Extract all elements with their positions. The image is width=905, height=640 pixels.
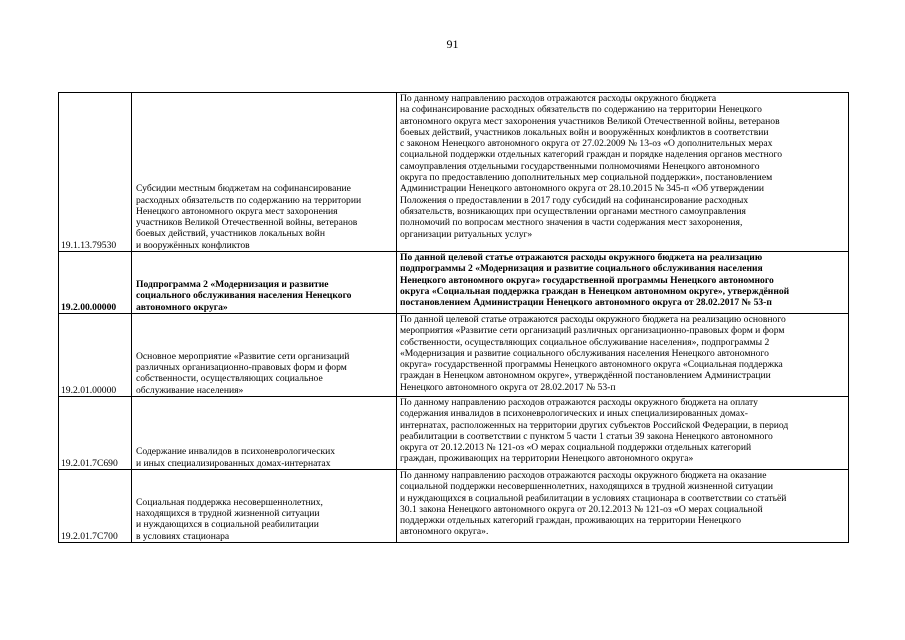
description-line: социальной поддержки несовершеннолетних, находящихся в трудной жизненной ситуации	[400, 481, 774, 493]
description-line: округа «Социальная поддержка граждан в Ненецком автономном округе», утверждённой	[400, 285, 790, 297]
description-line: социальной поддержки отдельных категорий граждан и порядке наделения органов местного	[400, 149, 783, 161]
table-row	[59, 252, 849, 314]
name-line: и иных специализированных домах-интернатах	[136, 457, 331, 469]
name-line: расходных обязательств по содержанию на территории	[136, 194, 362, 206]
description-line: постановлением Администрации Ненецкого автономного округа от 28.02.2017 № 53-п	[400, 297, 772, 309]
description-line: По данной целевой статье отражаются расходы окружного бюджета на реализацию	[400, 252, 763, 263]
name-line: Подпрограмма 2 «Модернизация и развитие	[136, 279, 329, 291]
name-line: Субсидии местным бюджетам на софинансирование	[136, 183, 351, 195]
description-line: на софинансирование расходных обязательств по содержанию на территории Ненецкого	[400, 104, 762, 116]
row-description	[397, 314, 849, 397]
description-line: собственности, осуществляющих социальное обслуживание населения», подпрограммы 2	[400, 336, 770, 348]
name-line: Ненецкого автономного округа мест захоронения	[136, 205, 338, 217]
row-code: 19.2.01.7С700	[59, 470, 132, 543]
name-line: социального обслуживания населения Ненецкого	[136, 290, 352, 302]
description-line: Администрации Ненецкого автономного округа от 28.10.2015 № 345-п «Об утверждении	[400, 183, 765, 195]
description-line: «Модернизация и развитие социального обслуживания населения Ненецкого автономного	[400, 347, 769, 359]
description-line: По данному направлению расходов отражаются расходы окружного бюджета на оплату	[400, 397, 758, 408]
description-line: автономного округа».	[400, 526, 489, 538]
description-line: обязательств, возникающих при осуществлении органами местного самоуправления	[400, 205, 746, 217]
description-line: округа от 20.12.2013 № 121-оз «О мерах социальной поддержки отдельных категорий	[400, 442, 752, 454]
budget-classification-table	[58, 92, 849, 543]
row-name	[132, 93, 397, 252]
description-line: мероприятия «Развитие сети организаций различных организационно-правовых форм и форм	[400, 325, 785, 337]
row-description	[397, 93, 849, 252]
description-line: Положения о предоставлении в 2017 году субсидий на софинансирование расходных	[400, 194, 749, 206]
description-line: По данному направлению расходов отражаются расходы окружного бюджета на оказание	[400, 470, 767, 481]
name-line: Основное мероприятие «Развитие сети организаций	[136, 350, 350, 362]
row-code: 19.1.13.79530	[59, 93, 132, 252]
description-line: автономного округа мест захоронения участников Великой Отечественной войны, ветеранов	[400, 115, 780, 127]
name-line: Социальная поддержка несовершеннолетних,	[136, 496, 323, 508]
row-code: 19.2.01.7С690	[59, 397, 132, 470]
description-line: с законом Ненецкого автономного округа от 27.02.2009 № 13-оз «О дополнительных мерах	[400, 138, 773, 150]
row-code: 19.2.00.00000	[59, 252, 132, 314]
name-line: Содержание инвалидов в психоневрологических	[136, 446, 336, 458]
description-line: поддержки отдельных категорий граждан, проживающих на территории Ненецкого	[400, 515, 741, 527]
row-name	[132, 397, 397, 470]
row-name	[132, 252, 397, 314]
description-line: интернатах, расположенных на территории других субъектов Российской Федерации, в период	[400, 419, 789, 431]
row-description	[397, 397, 849, 470]
description-line: реабилитации в соответствии с пунктом 5 части 1 статьи 39 закона Ненецкого автономного	[400, 430, 773, 442]
description-line: организации ритуальных услуг»	[400, 228, 533, 240]
description-line: и нуждающихся в социальной реабилитации в условиях стационара в соответствии со статьёй	[400, 492, 787, 504]
name-line: участников Великой Отечественной войны, ветеранов	[136, 217, 358, 229]
description-line: граждан, проживающих на территории Ненецкого автономного округа»	[400, 453, 694, 465]
name-line: в условиях стационара	[136, 530, 230, 542]
name-line: обслуживание населения»	[136, 384, 244, 396]
description-line: По данной целевой статье отражаются расходы окружного бюджета на реализацию основного	[400, 314, 786, 325]
table-row	[59, 314, 849, 397]
table-row	[59, 93, 849, 252]
table-row	[59, 470, 849, 543]
name-line: находящихся в трудной жизненной ситуации	[136, 508, 320, 520]
description-line: самоуправления отдельными государственными полномочиями Ненецкого автономного	[400, 160, 760, 172]
description-line: боевых действий, участников локальных войн и вооружённых конфликтов в соответствии	[400, 126, 769, 138]
row-name	[132, 470, 397, 543]
name-line: и вооружённых конфликтов	[136, 239, 250, 251]
description-line: округа по предоставлению дополнительных мер социальной поддержки», постановлением	[400, 172, 773, 184]
name-line: автономного округа»	[136, 301, 228, 313]
name-line: и нуждающихся в социальной реабилитации	[136, 519, 319, 531]
row-description	[397, 470, 849, 543]
description-line: содержания инвалидов в психоневрологических и иных специализированных домах-	[400, 408, 748, 420]
description-line: По данному направлению расходов отражаются расходы окружного бюджета	[400, 93, 717, 104]
description-line: полномочий по вопросам местного значения в части содержания мест захоронения,	[400, 217, 743, 229]
description-line: Ненецкого автономного округа» государственной программы Ненецкого автономного	[400, 274, 774, 286]
description-line: округа» государственной программы Ненецкого автономного округа «Социальная поддержка	[400, 359, 783, 371]
table-row	[59, 397, 849, 470]
description-line: 30.1 закона Ненецкого автономного округа от 20.12.2013 № 121-оз «О мерах социальной	[400, 503, 763, 515]
name-line: боевых действий, участников локальных войн	[136, 228, 325, 240]
page-number: 91	[446, 37, 459, 51]
name-line: различных организационно-правовых форм и форм	[136, 362, 347, 374]
description-line: граждан в Ненецком автономном округе», утверждённой постановлением Администрации	[400, 370, 771, 382]
row-code: 19.2.01.00000	[59, 314, 132, 397]
description-line: подпрограммы 2 «Модернизация и развитие социального обслуживания населения	[400, 263, 763, 275]
row-name	[132, 314, 397, 397]
description-line: Ненецкого автономного округа от 28.02.2017 № 53-п	[400, 381, 616, 393]
name-line: собственности, осуществляющих социальное	[136, 373, 323, 385]
row-description	[397, 252, 849, 314]
